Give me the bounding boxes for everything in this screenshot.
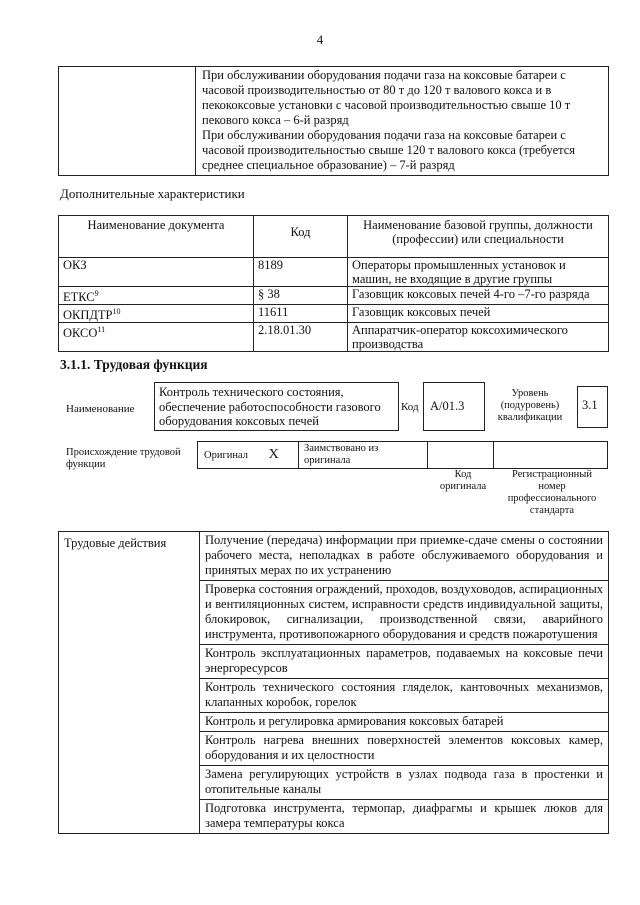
- action-item: Контроль и регулировка армирования коксовых батарей: [200, 713, 609, 732]
- footnote-ref: 11: [97, 325, 106, 335]
- name-cell: Газовщик коксовых печей 4-го –7-го разряда: [348, 287, 609, 305]
- function-code: А/01.3: [430, 399, 465, 413]
- name-cell: Операторы промышленных установок и машин, не входящие в другие группы: [348, 258, 609, 287]
- qualification-text-7: При обслуживании оборудования подачи газа на коксовые батареи с часовой производительностью свыше 120 т валового кокса (требуется среднее специальное образование) – 7-й разряд: [202, 128, 576, 172]
- table-row: [198, 442, 608, 469]
- table-row: [59, 532, 609, 581]
- footnote-ref: 10: [112, 307, 121, 317]
- level-box: [577, 386, 608, 428]
- table-row: [59, 305, 609, 323]
- table-row: [59, 67, 609, 176]
- table-row: [59, 287, 609, 305]
- header-doc: Наименование документа: [59, 216, 254, 258]
- qualification-left-cell: [59, 67, 196, 176]
- code-cell: 11611: [254, 305, 348, 323]
- action-item: Контроль нагрева внешних поверхностей элементов коксовых камер, оборудования и их целостности: [200, 732, 609, 766]
- doc-cell: [59, 323, 254, 352]
- page-number: 4: [316, 32, 324, 47]
- original-mark: X: [268, 447, 279, 462]
- table-row: [59, 258, 609, 287]
- code-cell: 8189: [254, 258, 348, 287]
- code-cell: 2.18.01.30: [254, 323, 348, 352]
- doc-cell: [59, 305, 254, 323]
- original-cell: [198, 442, 299, 469]
- qualification-text-6: При обслуживании оборудования подачи газа на коксовые батареи с часовой производительностью от 80 т до 120 т валового кокса и в пекококсовые установки с часовой производительностью свыше 10 т пекового кокса – 6-й разряд: [202, 68, 571, 127]
- extra-title: Дополнительные характеристики: [60, 186, 245, 201]
- name-label: Наименование: [66, 403, 135, 415]
- doc-cell: [59, 287, 254, 305]
- table-row: [59, 323, 609, 352]
- code-cell: § 38: [254, 287, 348, 305]
- header-code: Код: [254, 216, 348, 258]
- function-code-box: [423, 382, 485, 431]
- orig-code-cell: [428, 442, 494, 469]
- reg-number-cell: [494, 442, 608, 469]
- action-item: Контроль технического состояния глядело‍к, кантовочных механизмов, клапанных коробок, горелок: [200, 679, 609, 713]
- action-item: Подготовка инструмента, термопар, диафрагмы и крышек люков для замера температуры кокса: [200, 800, 609, 834]
- function-name: Контроль технического состояния, обеспечение работоспособности газового оборудования коксовых печей: [159, 385, 381, 428]
- doc-name: ОКСО: [63, 326, 98, 341]
- doc-name: ОКЗ: [63, 258, 87, 272]
- action-item: Получение (передача) информации при приемке-сдаче смены о состоянии рабочего места, неполадках в работе обслуживаемого оборудования и принятых мерах по их устранению: [200, 532, 609, 581]
- action-item: Контроль эксплуатационных параметров, подаваемых на коксовые печи энергоресурсов: [200, 645, 609, 679]
- code-label: Код: [401, 401, 419, 413]
- doc-cell: [59, 258, 254, 287]
- table-header-row: [59, 216, 609, 258]
- borrowed-cell: Заимствовано из оригинала: [299, 442, 428, 469]
- section-title: 3.1.1. Трудовая функция: [60, 357, 208, 372]
- qualification-table: [58, 66, 609, 176]
- origin-table: [197, 441, 608, 469]
- original-label: Оригинал: [204, 450, 248, 461]
- doc-name: ОКПДТР: [63, 308, 113, 323]
- name-cell: Аппаратчик-оператор коксохимического производства: [348, 323, 609, 352]
- reg-caption: Регистрационный номер профессионального стандарта: [507, 469, 597, 516]
- name-cell: Газовщик коксовых печей: [348, 305, 609, 323]
- code-caption: Код оригинала: [439, 469, 487, 492]
- actions-label: Трудовые действия: [59, 532, 200, 834]
- footnote-ref: 9: [94, 289, 99, 298]
- level-label: Уровень (подуровень) квалификации: [497, 388, 563, 423]
- labor-actions-table: [58, 531, 609, 834]
- header-name: Наименование базовой группы, должности (профессии) или специальности: [348, 216, 609, 258]
- action-item: Замена регулирующих устройств в узлах подвода газа в простенки и отопительные каналы: [200, 766, 609, 800]
- function-name-box: [154, 382, 399, 431]
- action-item: Проверка состояния ограждений, проходов, воздуховодов, аспирационных и вентиляционных систем, исправности средств индивидуальной защиты, блокировок, сигнализации, производственной связи, аварийного инструмента, противопожарного оборудования и средств пожаротушения: [200, 581, 609, 645]
- origin-label: Происхождение трудовой функции: [66, 447, 181, 470]
- qualification-right-cell: [196, 67, 609, 176]
- extra-characteristics-table: [58, 215, 609, 352]
- level-value: 3.1: [582, 398, 598, 412]
- doc-name: ЕТКС: [63, 290, 95, 305]
